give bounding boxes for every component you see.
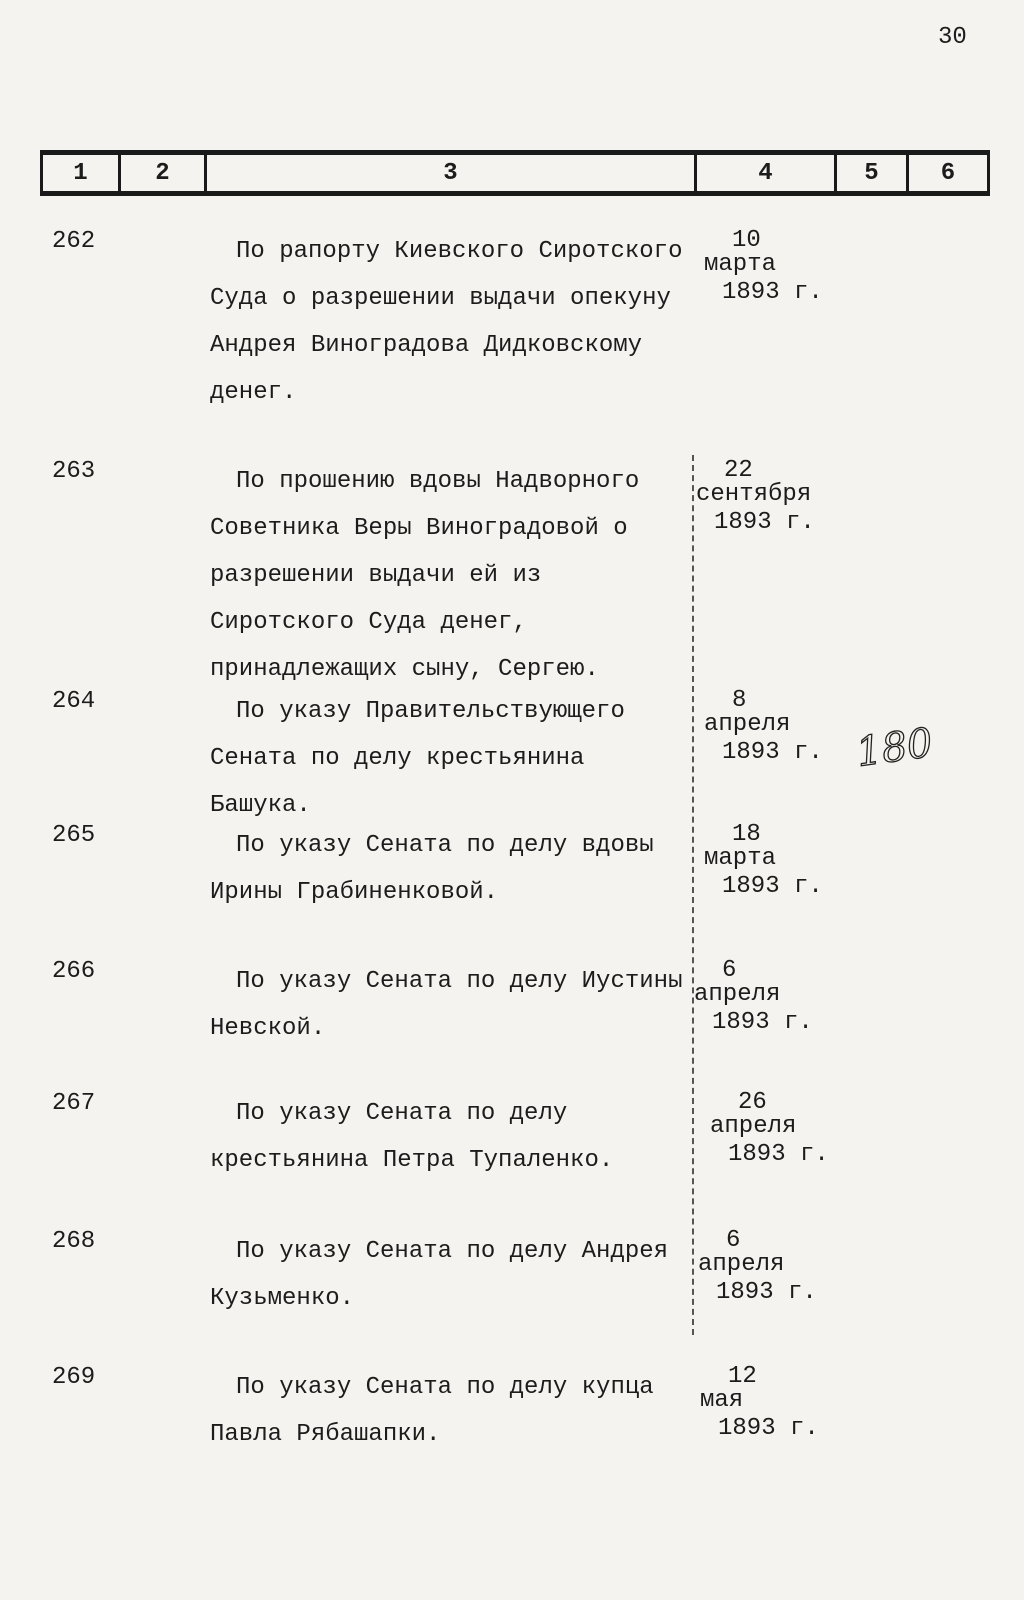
entry-number: 268: [52, 1228, 96, 1255]
column-header-4: 4: [697, 155, 837, 191]
date-month: марта: [704, 251, 777, 278]
column-divider: [692, 455, 694, 1335]
column-header-6: 6: [940, 159, 956, 187]
date-day: 6: [726, 1227, 741, 1254]
date-month: сентября: [696, 481, 812, 508]
entry-date: [704, 688, 834, 770]
date-day: 12: [728, 1363, 757, 1390]
entry-number: 267: [52, 1090, 96, 1117]
entry-description: По указу Сената по делу Андрея Кузьменко.: [210, 1238, 669, 1312]
date-year: 1893 г.: [712, 1009, 813, 1036]
date-year: 1893 г.: [718, 1415, 819, 1442]
entry-description: По указу Сената по делу купца Павла Рябашапки.: [210, 1374, 654, 1448]
date-year: 1893 г.: [722, 873, 823, 900]
entry-number: 263: [52, 458, 96, 485]
entry-description: По указу Сената по делу вдовы Ирины Грабиненковой.: [210, 832, 654, 906]
entry-description: По указу Сената по делу Иустины Невской.: [210, 968, 683, 1042]
date-month: марта: [704, 845, 777, 872]
entry-description: По прошению вдовы Надворного Советника Веры Виноградовой о разрешении выдачи ей из Сиротского Суда денег, принадлежащих сыну, Сергею.: [210, 468, 640, 683]
entry-number: 266: [52, 958, 96, 985]
entry-description: По рапорту Киевского Сиротского Суда о разрешении выдачи опекуну Андрея Виноградова Дидковскому денег.: [210, 238, 683, 406]
svg-text:180: 180: [853, 719, 936, 777]
column-header-2: 2: [121, 155, 207, 191]
date-month: апреля: [710, 1113, 797, 1140]
entry-date: [704, 822, 834, 904]
date-month: апреля: [704, 711, 791, 738]
entry-date: [704, 228, 834, 310]
column-header-5: 5: [837, 155, 909, 191]
entry-date: [700, 1364, 830, 1446]
date-day: 18: [732, 821, 761, 848]
date-year: 1893 г.: [716, 1279, 817, 1306]
date-day: 10: [732, 227, 761, 254]
entry-date: [696, 458, 826, 540]
date-year: 1893 г.: [722, 279, 823, 306]
column-header-3: 3: [207, 155, 697, 191]
date-month: апреля: [694, 981, 781, 1008]
date-day: 6: [722, 957, 737, 984]
entry-number: 262: [52, 228, 96, 255]
entry-date: [694, 958, 824, 1040]
entry-date: [710, 1090, 840, 1172]
entry-number: 269: [52, 1364, 96, 1391]
date-day: 22: [724, 457, 753, 484]
handwritten-annotation: [852, 716, 936, 777]
date-month: апреля: [698, 1251, 785, 1278]
entry-date: [698, 1228, 828, 1310]
page-number: 30: [938, 24, 967, 51]
column-header-1: 1: [43, 155, 121, 191]
column-header-table: [40, 150, 990, 196]
entry-number: 265: [52, 822, 96, 849]
date-year: 1893 г.: [714, 509, 815, 536]
date-day: 8: [732, 687, 747, 714]
date-year: 1893 г.: [722, 739, 823, 766]
date-day: 26: [738, 1089, 767, 1116]
entry-description: По указу Правительствующего Сената по делу крестьянина Башука.: [210, 698, 625, 819]
date-year: 1893 г.: [728, 1141, 829, 1168]
entry-description: По указу Сената по делу крестьянина Петра Тупаленко.: [210, 1100, 614, 1174]
entry-number: 264: [52, 688, 96, 715]
date-month: мая: [700, 1387, 744, 1414]
